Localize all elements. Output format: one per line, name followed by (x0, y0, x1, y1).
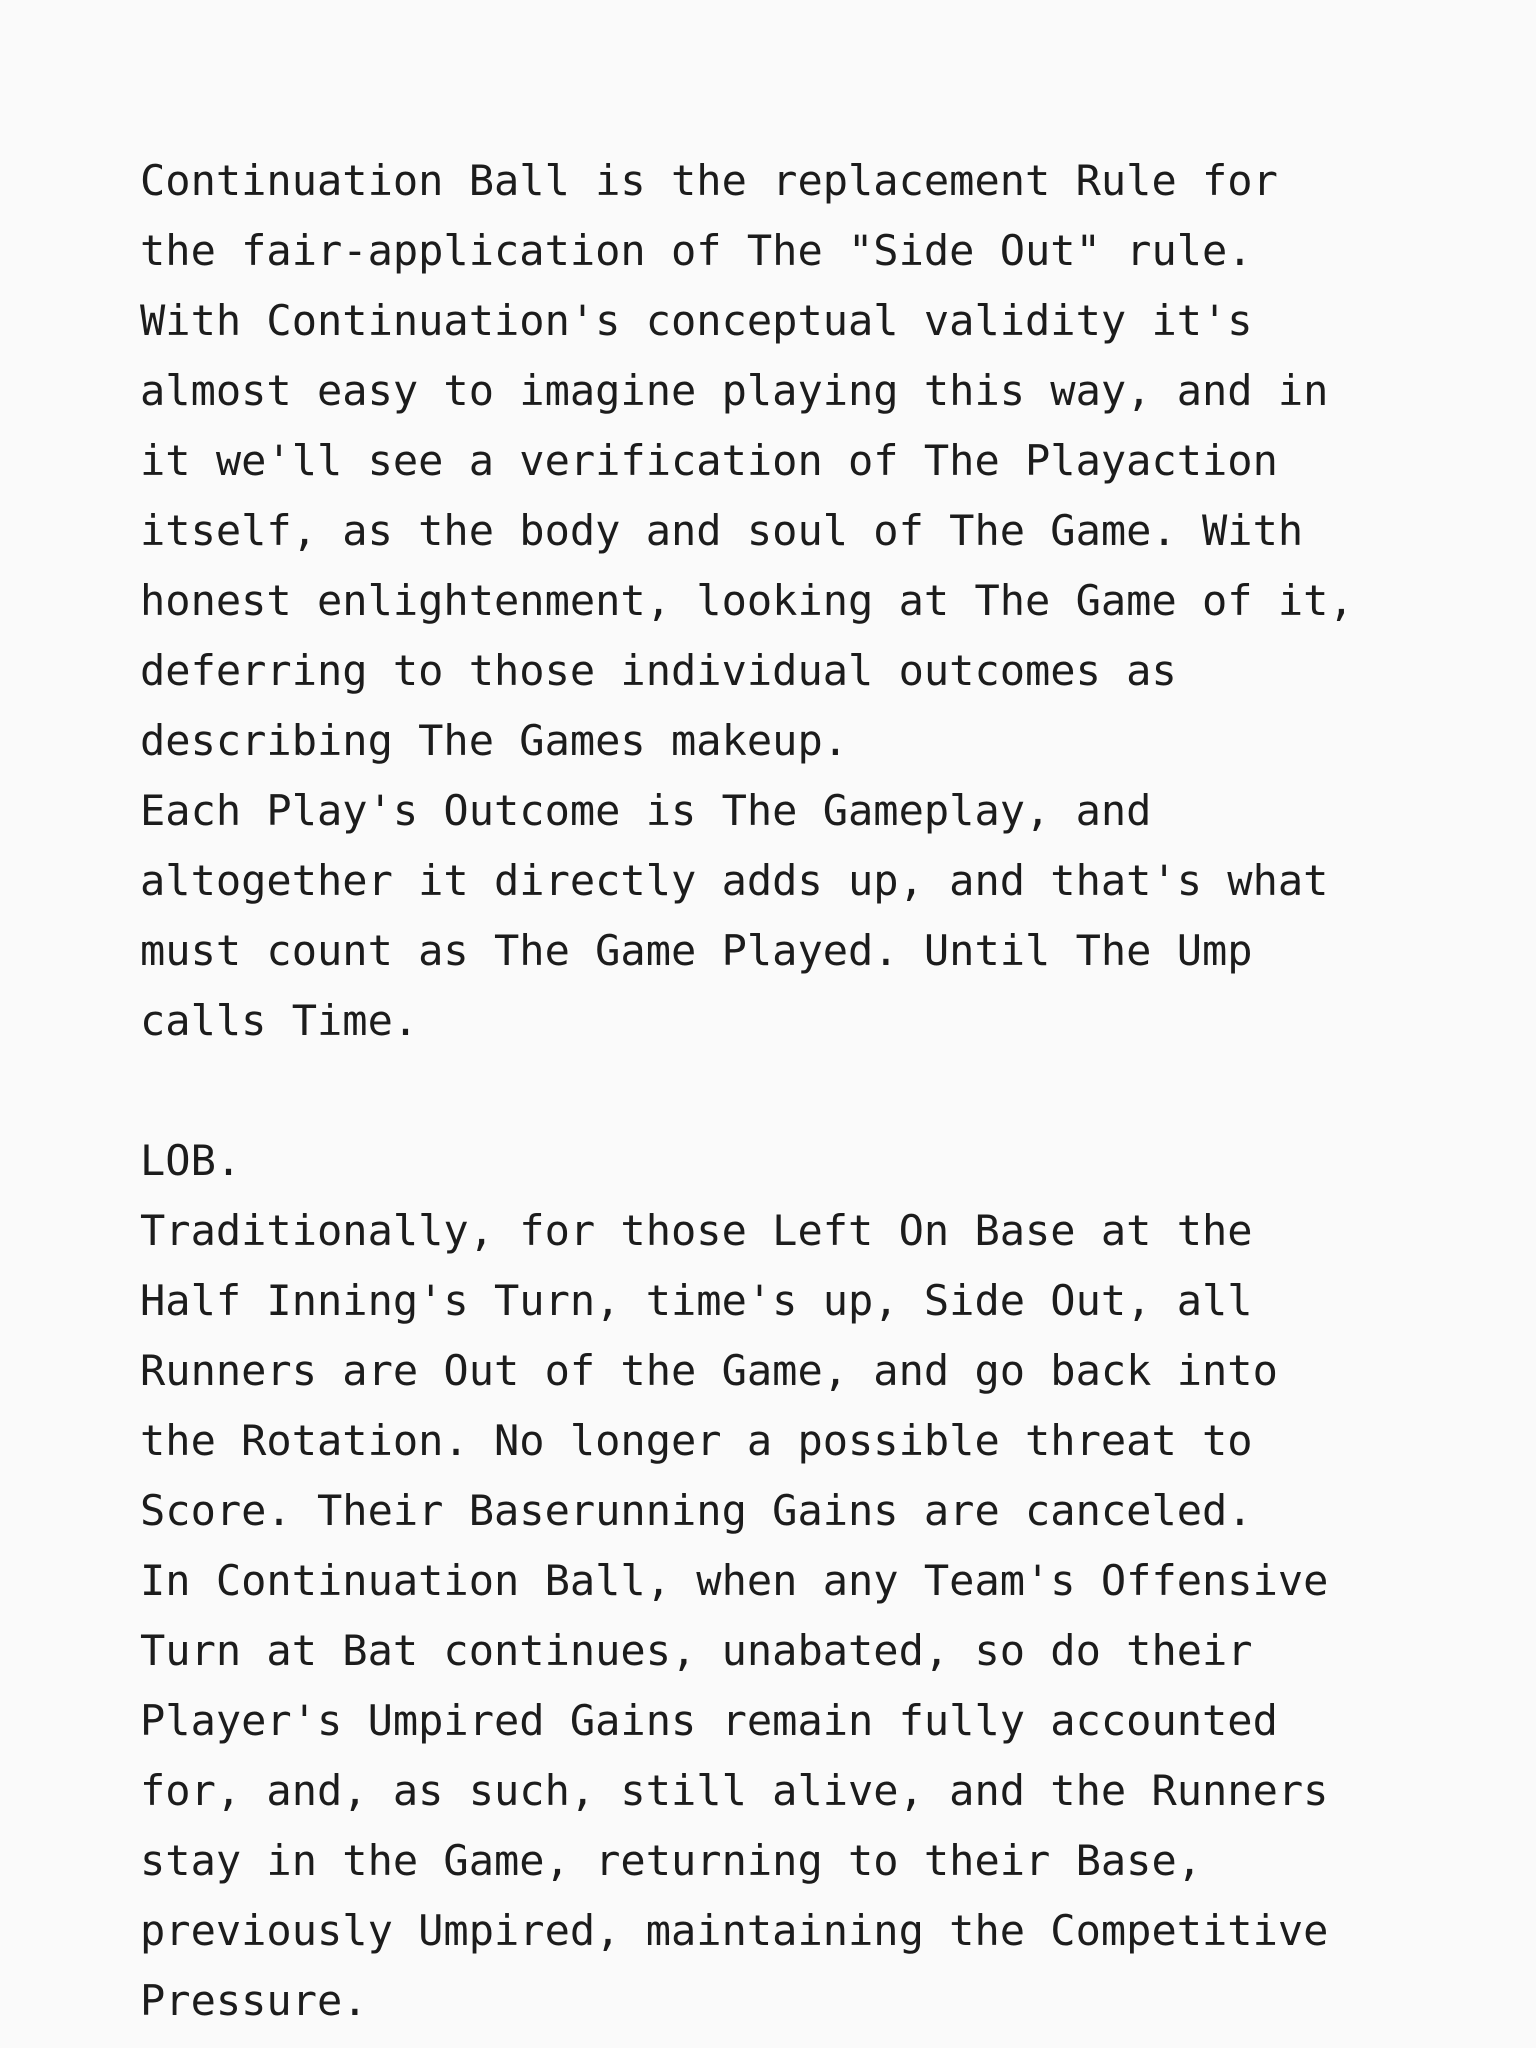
text-line: calls Time. (140, 996, 419, 1045)
text-line: With Continuation's conceptual validity it's (140, 296, 1253, 345)
paragraph-lob (140, 1126, 1440, 2036)
text-line: itself, as the body and soul of The Game. With (140, 506, 1304, 555)
text-line: altogether it directly adds up, and that's what (140, 856, 1329, 905)
text-line: In Continuation Ball, when any Team's Offensive (140, 1556, 1329, 1605)
text-line: Runners are Out of the Game, and go back into (140, 1346, 1278, 1395)
text-line: Player's Umpired Gains remain fully accounted (140, 1696, 1278, 1745)
text-line: honest enlightenment, looking at The Game of it, (140, 576, 1354, 625)
text-line: Continuation Ball is the replacement Rule for (140, 156, 1278, 205)
text-line: stay in the Game, returning to their Base, (140, 1836, 1203, 1885)
text-line: almost easy to imagine playing this way, and in (140, 366, 1329, 415)
text-line: Each Play's Outcome is The Gameplay, and (140, 786, 1152, 835)
document-body (140, 146, 1440, 2036)
text-line: Half Inning's Turn, time's up, Side Out, all (140, 1276, 1253, 1325)
text-line: previously Umpired, maintaining the Competitive (140, 1906, 1329, 1955)
paragraph-spacer (140, 1056, 1440, 1126)
text-line: Turn at Bat continues, unabated, so do their (140, 1626, 1253, 1675)
text-line: Pressure. (140, 1976, 368, 2025)
text-line: must count as The Game Played. Until The Ump (140, 926, 1253, 975)
text-line: for, and, as such, still alive, and the Runners (140, 1766, 1329, 1815)
text-line: Score. Their Baserunning Gains are canceled. (140, 1486, 1253, 1535)
text-line: Traditionally, for those Left On Base at the (140, 1206, 1253, 1255)
section-heading: LOB. (140, 1136, 242, 1185)
paragraph-continuation-ball (140, 146, 1440, 1056)
text-line: describing The Games makeup. (140, 716, 849, 765)
text-line: the Rotation. No longer a possible threat to (140, 1416, 1253, 1465)
text-line: the fair-application of The "Side Out" rule. (140, 226, 1253, 275)
text-line: it we'll see a verification of The Playaction (140, 436, 1278, 485)
text-line: deferring to those individual outcomes as (140, 646, 1177, 695)
